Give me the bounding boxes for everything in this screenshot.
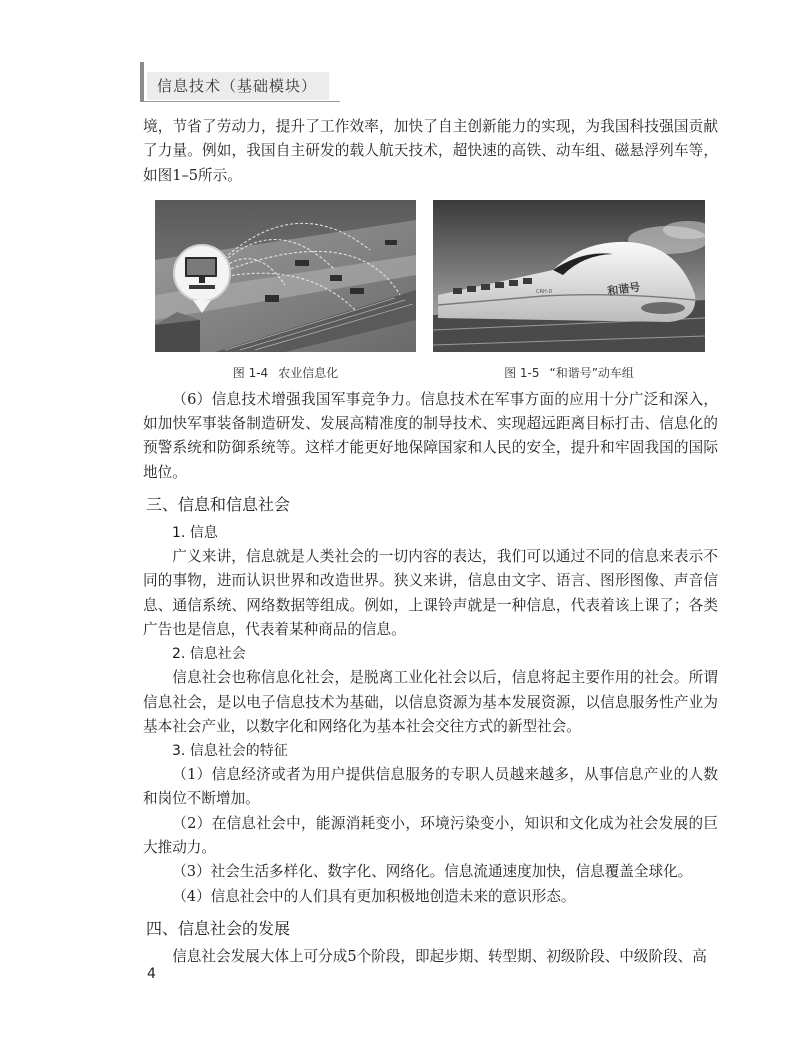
section-heading-development: 四、信息社会的发展 (146, 918, 291, 938)
figure-agriculture (155, 200, 416, 381)
figure-agriculture-number: 图 1-4 (232, 365, 269, 380)
section-heading-info-society: 三、信息和信息社会 (146, 495, 291, 515)
feature-item: （3）社会生活多样化、数字化、网络化。信息流通速度加快，信息覆盖全球化。 (172, 863, 693, 881)
agriculture-illustration (155, 200, 416, 352)
train-name-mark: 和谐号 (606, 280, 642, 298)
train-model-mark: CRH-D (536, 288, 553, 295)
subheading-information: 1. 信息 (172, 525, 218, 542)
figure-train-title: “和谐号”动车组 (549, 365, 634, 380)
page-number: 4 (147, 966, 156, 982)
running-header-title: 信息技术（基础模块） (147, 72, 329, 100)
figure-agriculture-title: 农业信息化 (278, 365, 339, 380)
figure-train-caption (433, 364, 705, 381)
figure-row (143, 200, 718, 388)
feature-item: （1）信息经济或者为用户提供信息服务的专职人员越来越多，从事信息产业的人数和岗位不断增加。 (143, 766, 718, 808)
feature-item: （4）信息社会中的人们具有更加积极地创造未来的意识形态。 (172, 887, 576, 905)
military-paragraph: （6）信息技术增强我国军事竞争力。信息技术在军事方面的应用十分广泛和深入，如加快军事装备制造研发、发展高精准度的制导技术、实现超远距离目标打击、信息化的预警系统和防御系统等。这样才能更好地保障国家和人民的安全，提升和牢固我国的国际地位。 (143, 390, 718, 481)
train-photo (433, 200, 705, 352)
subheading-info-society: 2. 信息社会 (172, 646, 246, 663)
figure-train-number: 图 1-5 (504, 365, 540, 380)
feature-item: （2）在信息社会中，能源消耗变小，环境污染变小，知识和文化成为社会发展的巨大推动力。 (143, 814, 718, 857)
information-paragraph: 广义来讲，信息就是人类社会的一切内容的表达，我们可以通过不同的信息来表示不同的事物，进而认识世界和改造世界。狭义来讲，信息由文字、语言、图形图像、声音信息、通信系统、网络数据等组成。例如，上课铃声就是一种信息，代表着该上课了；各类广告也是信息，代表着某种商品的信息。 (143, 548, 718, 638)
info-society-paragraph: 信息社会也称信息化社会，是脱离工业化社会以后，信息将起主要作用的社会。所谓信息社会，是以电子信息技术为基础，以信息资源为基本发展资源，以信息服务性产业为基本社会产业，以数字化和网络化为基本社会交往方式的新型社会。 (143, 669, 718, 735)
page-content (143, 115, 718, 969)
subheading-features: 3. 信息社会的特征 (172, 743, 288, 760)
development-paragraph: 信息社会发展大体上可分成5个阶段，即起步期、转型期、初级阶段、中级阶段、高 (172, 947, 707, 965)
figure-agriculture-caption (155, 364, 416, 381)
intro-paragraph: 境，节省了劳动力，提升了工作效率，加快了自主创新能力的实现，为我国科技强国贡献了力量。例如，我国自主研发的载人航天技术，超快速的高铁、动车组、磁悬浮列车等，如图1–5所示。 (143, 118, 718, 184)
figure-train (433, 200, 705, 381)
